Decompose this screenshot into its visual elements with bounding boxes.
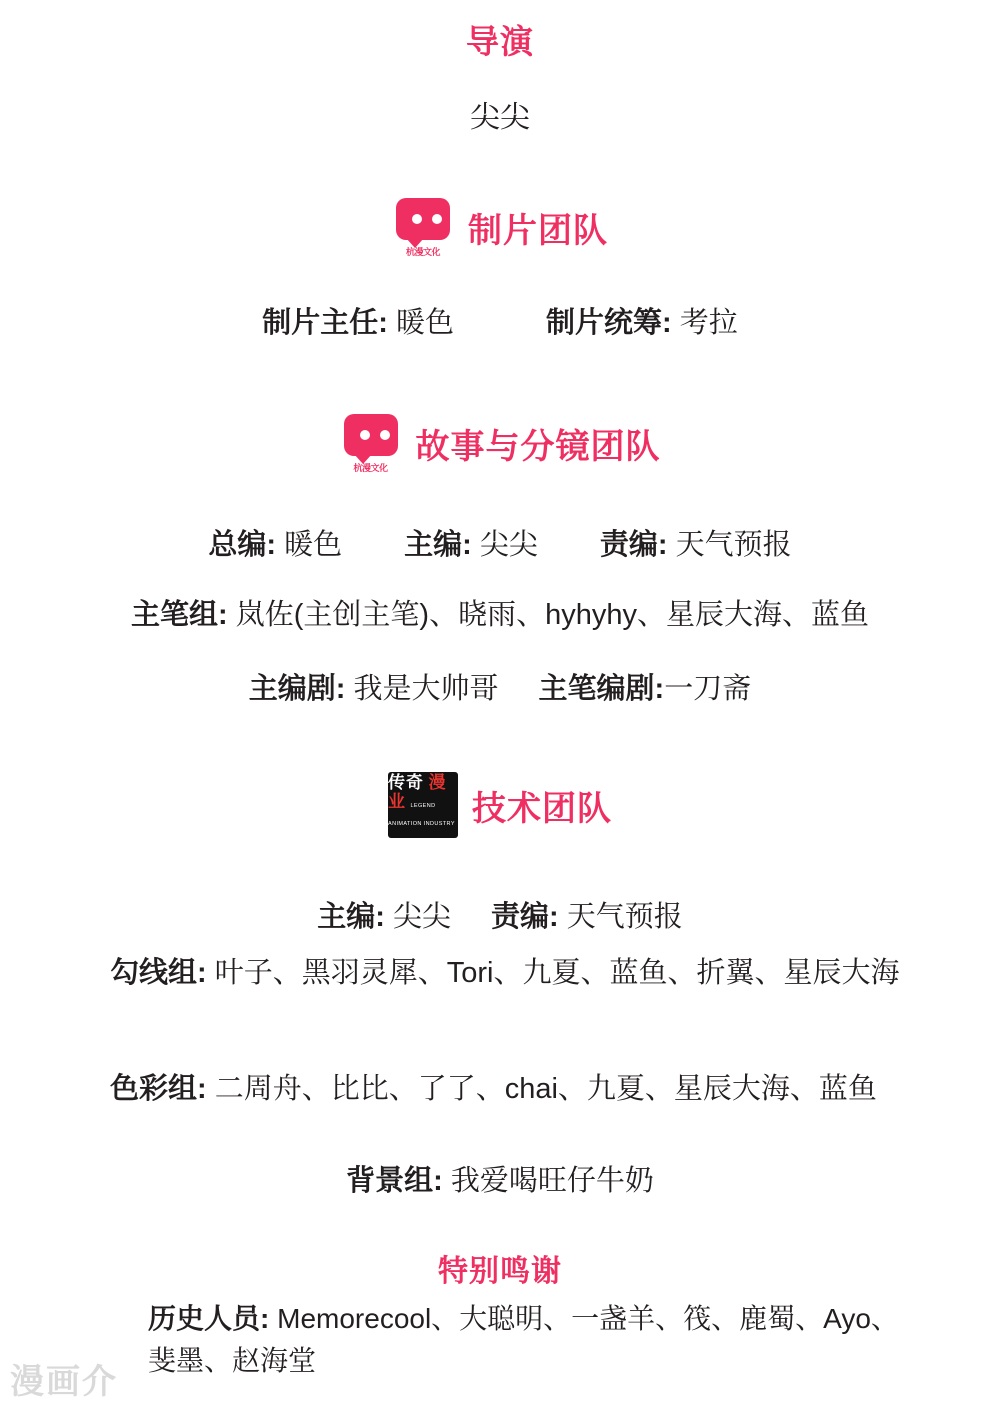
tech-group-color: 色彩组: 二周舟、比比、了了、chai、九夏、星辰大海、蓝鱼 (110, 1073, 877, 1105)
production-role-1-value: 考拉 (679, 307, 738, 339)
production-team-heading (0, 196, 1000, 258)
tech-role-1: 责编: 天气预报 (491, 901, 683, 933)
tech-group-2-value: 我爱喝旺仔牛奶 (450, 1165, 654, 1197)
story-role-0-value: 暖色 (284, 529, 343, 561)
tech-role-1-label: 责编 (491, 901, 550, 933)
story-role-2-label: 责编 (599, 529, 658, 561)
production-team-title: 制片团队 (468, 211, 608, 250)
tech-role-0: 主编: 尖尖 (317, 901, 451, 933)
logo-eye-right (432, 214, 442, 224)
production-role-0-label: 制片主任 (262, 307, 379, 339)
director-name: 尖尖 (470, 101, 530, 134)
logo-caption: 杭漫文化 (353, 463, 388, 473)
story-team-heading (0, 412, 1000, 474)
legend-logo-top-text: 传奇 (388, 773, 424, 792)
story-writer-0-value: 我是大帅哥 (353, 673, 499, 705)
logo-eye-left (412, 214, 422, 224)
special-thanks-title: 特别鸣谢 (438, 1255, 562, 1288)
logo-eye-right (380, 430, 390, 440)
story-role-2-value: 天气预报 (675, 529, 792, 561)
story-writers-row (0, 666, 1000, 707)
story-role-1: 主编: 尖尖 (404, 529, 538, 561)
story-lead-group-row: 主笔组: 岚佐(主创主笔)、晓雨、hyhyhy、星辰大海、蓝鱼 (131, 599, 869, 631)
special-thanks-value: Memorecool、大聪明、一盏羊、筏、鹿蜀、Ayo、斐墨、赵海堂 (148, 1303, 899, 1376)
tech-group-2-label: 背景组 (346, 1165, 434, 1197)
story-writer-1: 主笔编剧:一刀斋 (538, 673, 752, 705)
speech-bubble-shape (396, 198, 450, 240)
hangman-culture-logo-icon (340, 412, 402, 474)
tech-group-1-value: 二周舟、比比、了了、chai、九夏、星辰大海、蓝鱼 (214, 1073, 877, 1105)
story-lead-group-value: 岚佐(主创主笔)、晓雨、hyhyhy、星辰大海、蓝鱼 (235, 599, 869, 631)
legend-animation-logo-icon (388, 772, 458, 838)
legend-logo-mid-text: 漫业 (388, 773, 447, 812)
watermark: 漫画介 (10, 1363, 118, 1401)
production-role-0-value: 暖色 (395, 307, 454, 339)
story-writer-1-value: 一刀斋 (664, 673, 752, 705)
story-role-0: 总编: 暖色 (208, 529, 343, 561)
logo-eye-left (360, 430, 370, 440)
tech-role-0-value: 尖尖 (392, 901, 451, 933)
tech-group-1-label: 色彩组 (110, 1073, 198, 1105)
tech-group-line: 勾线组: 叶子、黑羽灵犀、Tori、九夏、蓝鱼、折翼、星辰大海 (110, 957, 900, 989)
legend-logo-bottom-text: LEGEND ANIMATION INDUSTRY (388, 803, 455, 828)
story-role-1-label: 主编 (404, 529, 463, 561)
speech-bubble-shape (344, 414, 398, 456)
story-roles-row (0, 522, 1000, 563)
tech-role-1-value: 天气预报 (566, 901, 683, 933)
production-roles-row (0, 300, 1000, 341)
director-section-title: 导演 (466, 23, 534, 60)
story-team-title: 故事与分镜团队 (415, 427, 661, 466)
logo-caption: 杭漫文化 (405, 247, 440, 257)
special-thanks-label: 历史人员 (148, 1303, 261, 1334)
tech-group-0-value: 叶子、黑羽灵犀、Tori、九夏、蓝鱼、折翼、星辰大海 (214, 957, 900, 989)
tech-role-0-label: 主编 (317, 901, 376, 933)
story-role-2: 责编: 天气预报 (599, 529, 792, 561)
special-thanks-body: 历史人员: Memorecool、大聪明、一盏羊、筏、鹿蜀、Ayo、斐墨、赵海堂 (148, 1303, 899, 1376)
tech-roles-row (0, 894, 1000, 935)
production-role-1-label: 制片统筹 (546, 307, 663, 339)
story-writer-0: 主编剧: 我是大帅哥 (248, 673, 499, 705)
story-role-0-label: 总编 (208, 529, 267, 561)
tech-team-title: 技术团队 (472, 789, 612, 828)
tech-group-background: 背景组: 我爱喝旺仔牛奶 (346, 1165, 654, 1197)
production-role-1: 制片统筹: 考拉 (546, 307, 738, 339)
hangman-culture-logo-icon (392, 196, 454, 258)
story-writer-0-label: 主编剧 (248, 673, 336, 705)
story-writer-1-label: 主笔编剧 (538, 673, 655, 705)
tech-team-heading (0, 772, 1000, 838)
production-role-0: 制片主任: 暖色 (262, 307, 454, 339)
story-role-1-value: 尖尖 (479, 529, 538, 561)
story-lead-group-label: 主笔组 (131, 599, 219, 631)
tech-group-0-label: 勾线组 (110, 957, 198, 989)
